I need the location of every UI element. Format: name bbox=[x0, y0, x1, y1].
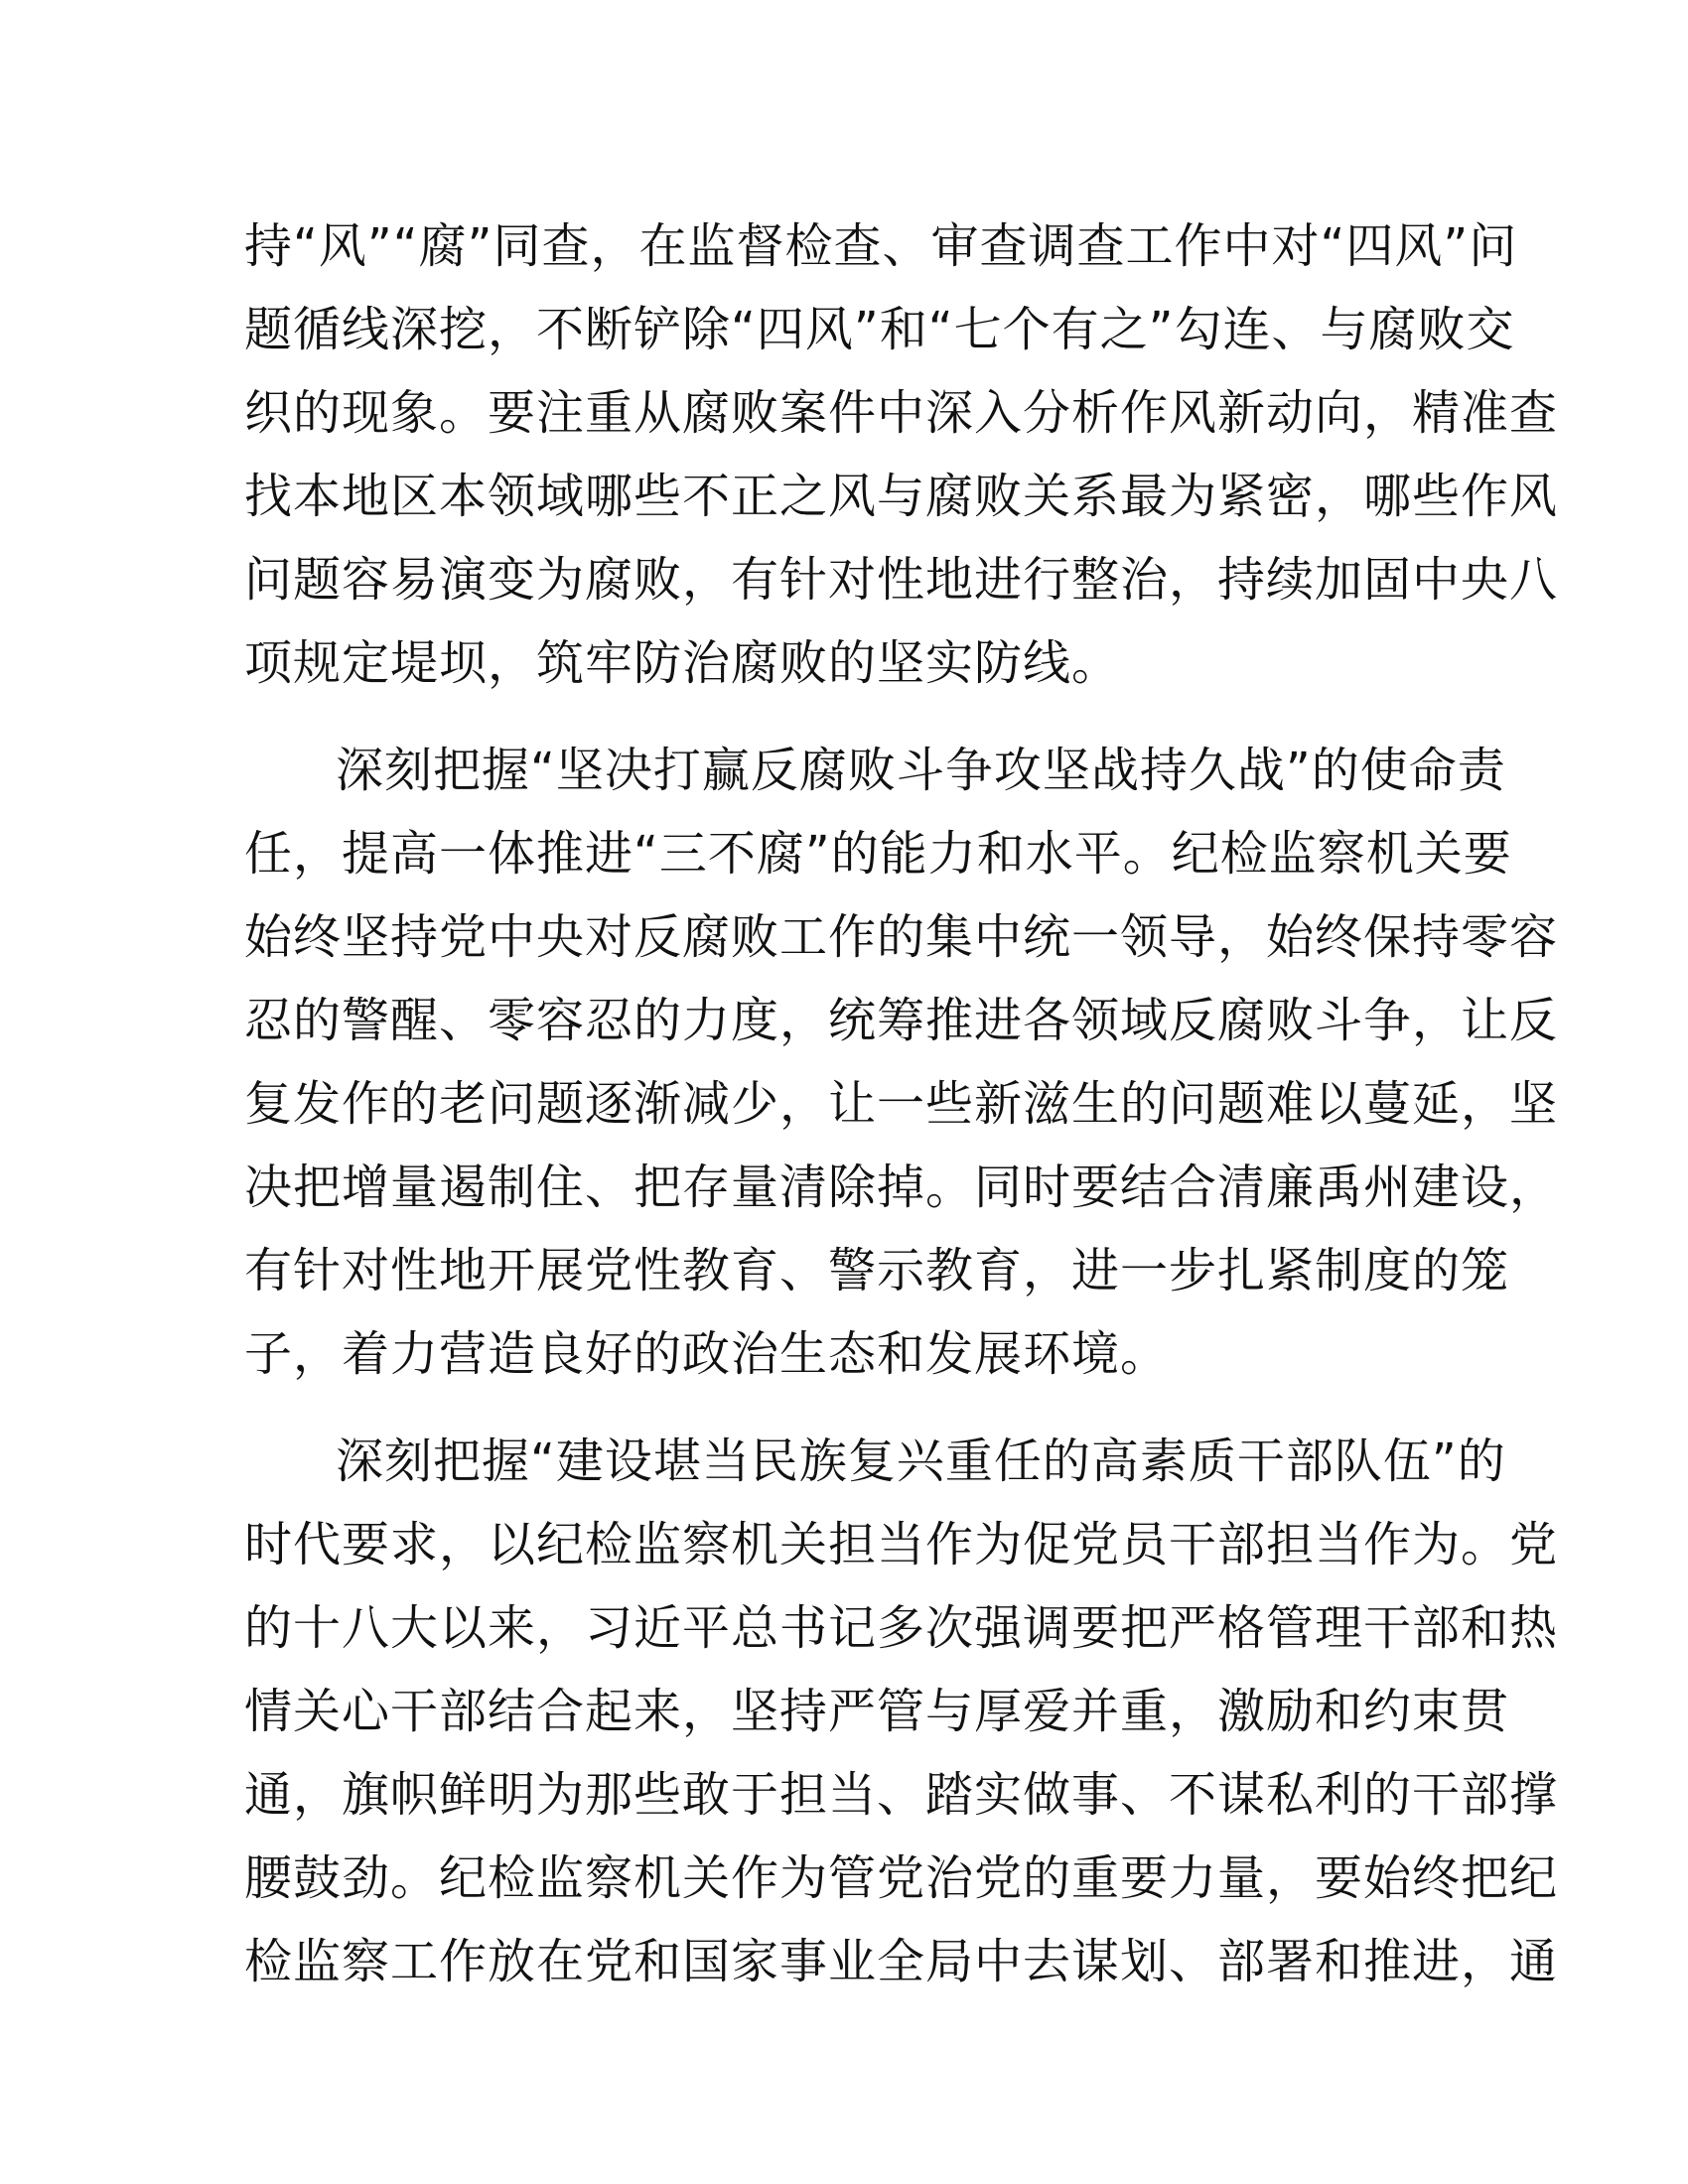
text-line: 织的现象。要注重从腐败案件中深入分析作风新动向，精准查 bbox=[244, 385, 1559, 441]
text-line: 通，旗帜鲜明为那些敢于担当、踏实做事、不谋私利的干部撑 bbox=[244, 1767, 1559, 1823]
text-line: 深刻把握“坚决打赢反腐败斗争攻坚战持久战”的使命责 bbox=[336, 743, 1506, 798]
text-line: 始终坚持党中央对反腐败工作的集中统一领导，始终保持零容 bbox=[244, 909, 1559, 965]
text-line: 题循线深挖，不断铲除“四风”和“七个有之”勾连、与腐败交 bbox=[244, 302, 1515, 357]
text-line: 检监察工作放在党和国家事业全局中去谋划、部署和推进，通 bbox=[244, 1934, 1559, 1989]
text-line: 深刻把握“建设堪当民族复兴重任的高素质干部队伍”的 bbox=[336, 1433, 1506, 1489]
text-line: 忍的警醒、零容忍的力度，统筹推进各领域反腐败斗争，让反 bbox=[244, 993, 1559, 1048]
text-line: 的十八大以来，习近平总书记多次强调要把严格管理干部和热 bbox=[244, 1600, 1559, 1656]
text-line: 找本地区本领域哪些不正之风与腐败关系最为紧密，哪些作风 bbox=[244, 469, 1559, 524]
text-line: 问题容易演变为腐败，有针对性地进行整治，持续加固中央八 bbox=[244, 552, 1559, 608]
text-line: 决把增量遏制住、把存量清除掉。同时要结合清廉禹州建设， bbox=[244, 1160, 1559, 1215]
text-line: 腰鼓劲。纪检监察机关作为管党治党的重要力量，要始终把纪 bbox=[244, 1850, 1559, 1906]
text-line: 情关心干部结合起来，坚持严管与厚爱并重，激励和约束贯 bbox=[244, 1684, 1510, 1739]
paragraph-3 bbox=[244, 1420, 1559, 2003]
text-line: 持“风”“腐”同查，在监督检查、审查调查工作中对“四风”问 bbox=[244, 218, 1518, 274]
paragraph-2 bbox=[244, 729, 1559, 1396]
text-line: 任，提高一体推进“三不腐”的能力和水平。纪检监察机关要 bbox=[244, 826, 1512, 882]
text-line: 时代要求，以纪检监察机关担当作为促党员干部担当作为。党 bbox=[244, 1517, 1559, 1572]
text-line: 复发作的老问题逐渐减少，让一些新滋生的问题难以蔓延，坚 bbox=[244, 1076, 1559, 1132]
paragraph-1 bbox=[244, 205, 1559, 705]
text-line: 有针对性地开展党性教育、警示教育，进一步扎紧制度的笼 bbox=[244, 1243, 1510, 1298]
text-line: 子，着力营造良好的政治生态和发展环境。 bbox=[244, 1326, 1170, 1382]
text-line: 项规定堤坝，筑牢防治腐败的坚实防线。 bbox=[244, 635, 1121, 691]
body-text bbox=[244, 205, 1559, 2027]
